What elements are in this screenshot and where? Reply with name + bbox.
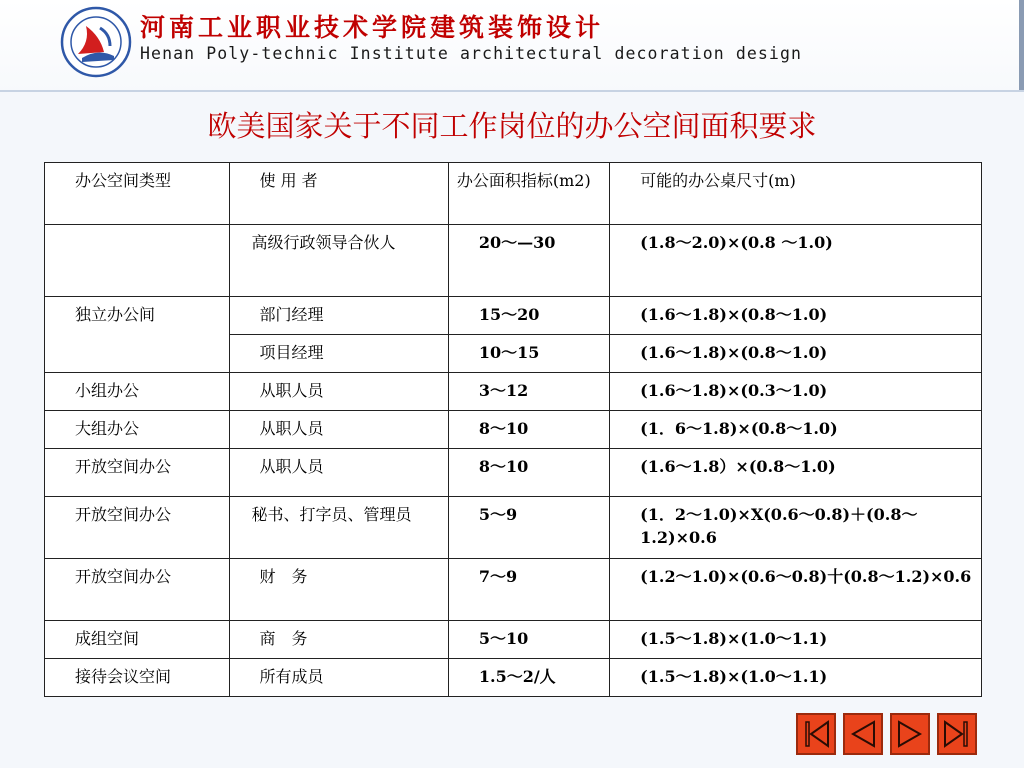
cell-user: 所有成员: [229, 659, 448, 697]
cell-user: 财 务: [229, 559, 448, 621]
cell-desk: (1.5～1.8)×(1.0～1.1): [610, 659, 982, 697]
cell-area: 8～10: [448, 449, 609, 497]
cell-user: 项目经理: [229, 335, 448, 373]
table-row: [45, 225, 982, 297]
table-row: [45, 497, 982, 559]
cell-user: 从职人员: [229, 411, 448, 449]
cell-type: [45, 225, 230, 297]
next-slide-button[interactable]: [890, 713, 930, 755]
first-slide-button[interactable]: [796, 713, 836, 755]
header-type: 办公空间类型: [45, 163, 230, 225]
last-slide-icon: [939, 715, 975, 753]
cell-area: 10～15: [448, 335, 609, 373]
cell-desk: (1.8～2.0)×(0.8 ～1.0): [610, 225, 982, 297]
cell-type: 开放空间办公: [45, 559, 230, 621]
last-slide-button[interactable]: [937, 713, 977, 755]
cell-area: 8～10: [448, 411, 609, 449]
table-row: [45, 621, 982, 659]
slide-title: 欧美国家关于不同工作岗位的办公空间面积要求: [207, 109, 817, 143]
cell-user: 秘书、打字员、管理员: [229, 497, 448, 559]
previous-slide-button[interactable]: [843, 713, 883, 755]
cell-area: 7～9: [448, 559, 609, 621]
cell-user: 部门经理: [229, 297, 448, 335]
cell-desk: (1.6～1.8)×(0.3～1.0): [610, 373, 982, 411]
cell-user: 商 务: [229, 621, 448, 659]
school-emblem-icon: [60, 6, 132, 78]
table-row: [45, 411, 982, 449]
cell-type: 开放空间办公: [45, 449, 230, 497]
next-slide-icon: [892, 715, 928, 753]
header-divider: [0, 90, 1024, 92]
table-row: [45, 559, 982, 621]
header-corner-bar: [1019, 0, 1024, 92]
header-desk: 可能的办公桌尺寸(m): [610, 163, 982, 225]
school-title-en: Henan Poly-technic Institute architectural decoration design: [140, 44, 803, 63]
cell-area: 20～—30: [448, 225, 609, 297]
cell-desk: (1.5～1.8)×(1.0～1.1): [610, 621, 982, 659]
school-title-cn: 河南工业职业技术学院建筑装饰设计: [140, 13, 605, 42]
office-area-table: [44, 162, 982, 697]
first-slide-icon: [798, 715, 834, 753]
cell-area: 3～12: [448, 373, 609, 411]
cell-area: 15～20: [448, 297, 609, 335]
table-row: [45, 659, 982, 697]
previous-slide-icon: [845, 715, 881, 753]
cell-area: 5～10: [448, 621, 609, 659]
cell-user: 从职人员: [229, 449, 448, 497]
cell-type: 接待会议空间: [45, 659, 230, 697]
cell-desk: (1.6～1.8）×(0.8～1.0): [610, 449, 982, 497]
table-header-row: [45, 163, 982, 225]
table-row: [45, 449, 982, 497]
header-banner: [0, 0, 1024, 92]
cell-type: 小组办公: [45, 373, 230, 411]
table-row: [45, 297, 982, 335]
header-area: 办公面积指标(m2): [448, 163, 609, 225]
cell-area: 5～9: [448, 497, 609, 559]
cell-type: 独立办公间: [45, 297, 230, 373]
cell-area: 1.5～2/人: [448, 659, 609, 697]
cell-type: 开放空间办公: [45, 497, 230, 559]
cell-user: 从职人员: [229, 373, 448, 411]
cell-type: 成组空间: [45, 621, 230, 659]
cell-desk: (1.2～1.0)×(0.6～0.8)十(0.8～1.2)×0.6: [610, 559, 982, 621]
cell-desk: (1．6～1.8)×(0.8～1.0): [610, 411, 982, 449]
header-user: 使 用 者: [229, 163, 448, 225]
cell-desk: (1.6～1.8)×(0.8～1.0): [610, 335, 982, 373]
cell-desk: (1．2～1.0)×X(0.6～0.8)＋(0.8～1.2)×0.6: [610, 497, 982, 559]
table-row: [45, 373, 982, 411]
cell-type: 大组办公: [45, 411, 230, 449]
cell-user: 高级行政领导合伙人: [229, 225, 448, 297]
cell-desk: (1.6～1.8)×(0.8～1.0): [610, 297, 982, 335]
